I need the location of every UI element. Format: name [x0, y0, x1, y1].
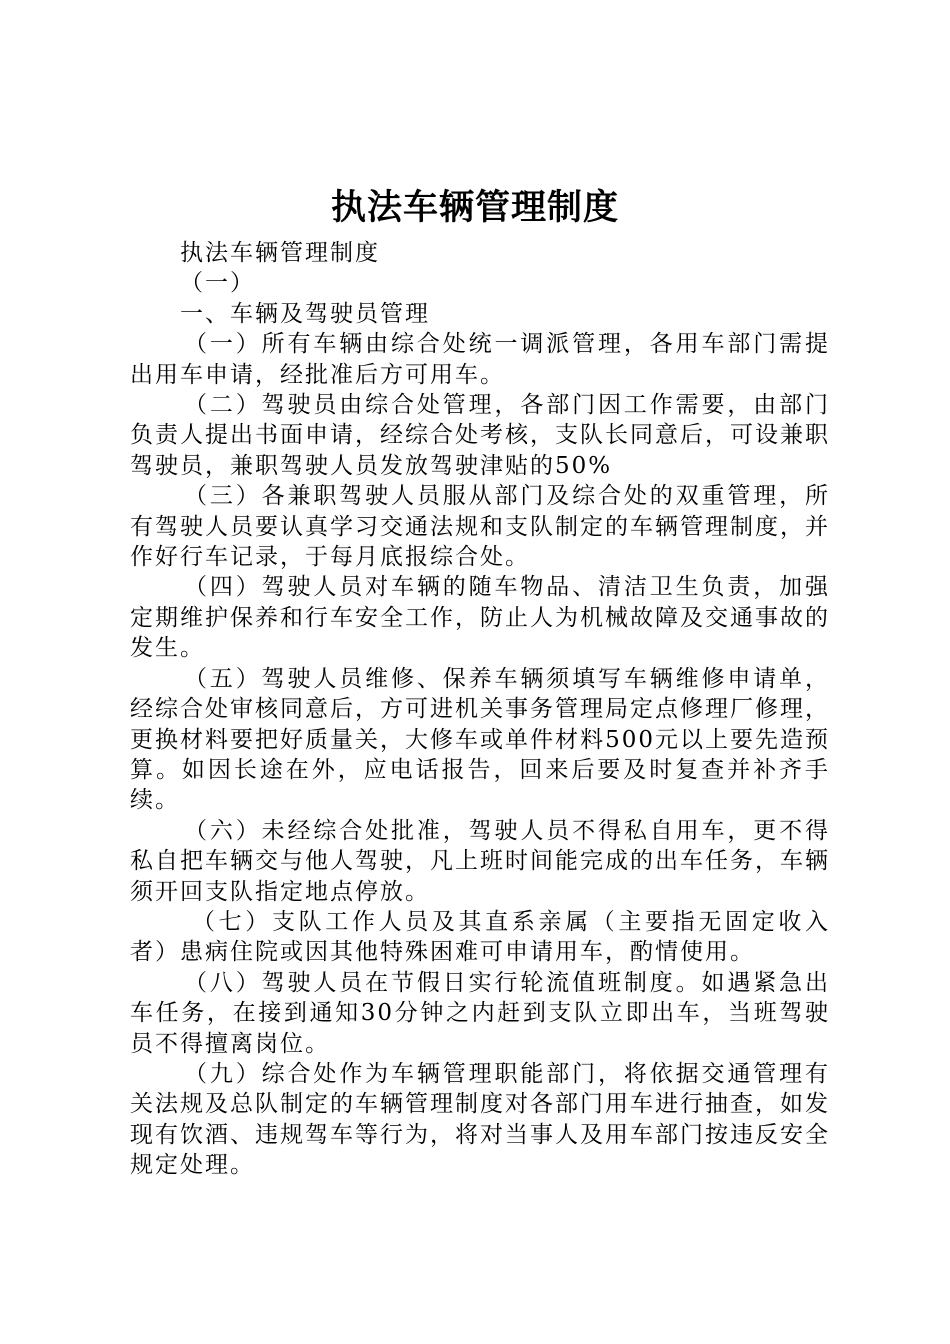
paragraph-4: （四）驾驶人员对车辆的随车物品、清洁卫生负责，加强定期维护保养和行车安全工作，防止人为机械故障及交通事故的发生。	[130, 574, 830, 662]
paragraph-8: （八）驾驶人员在节假日实行轮流值班制度。如遇紧急出车任务，在接到通知30分钟之内赶到支队立即出车，当班驾驶员不得擅离岗位。	[130, 969, 830, 1057]
paragraph-9: （九）综合处作为车辆管理职能部门，将依据交通管理有关法规及总队制定的车辆管理制度对各部门用车进行抽查，如发现有饮酒、违规驾车等行为，将对当事人及用车部门按违反安全规定处理。	[130, 1060, 830, 1179]
paragraph-7: （七）支队工作人员及其直系亲属（主要指无固定收入者）患病住院或因其他特殊困难可申请用车，酌情使用。	[130, 908, 830, 966]
section-marker: （一）	[180, 270, 255, 297]
document-title: 执法车辆管理制度	[330, 187, 619, 228]
section-heading: 一、车辆及驾驶员管理	[180, 300, 430, 327]
paragraph-2: （二）驾驶员由综合处管理，各部门因工作需要，由部门负责人提出书面申请，经综合处考核，支队长同意后，可设兼职驾驶员，兼职驾驶人员发放驾驶津贴的50%	[130, 392, 830, 479]
document-subtitle: 执法车辆管理制度	[180, 240, 380, 266]
document-body	[130, 238, 830, 1181]
paragraph-3: （三）各兼职驾驶人员服从部门及综合处的双重管理，所有驾驶人员要认真学习交通法规和支队制定的车辆管理制度，并作好行车记录，于每月底报综合处。	[130, 483, 830, 571]
paragraph-1: （一）所有车辆由综合处统一调派管理，各用车部门需提出用车申请，经批准后方可用车。	[130, 331, 830, 388]
paragraph-5: （五）驾驶人员维修、保养车辆须填写车辆维修申请单，经综合处审核同意后，方可进机关事务管理局定点修理厂修理，更换材料要把好质量关，大修车或单件材料500元以上要先造预算。如因长途在外，应电话报告，回来后要及时复查并补齐手续。	[130, 665, 830, 814]
paragraph-6: （六）未经综合处批准，驾驶人员不得私自用车，更不得私自把车辆交与他人驾驶，凡上班时间能完成的出车任务，车辆须开回支队指定地点停放。	[130, 817, 830, 905]
